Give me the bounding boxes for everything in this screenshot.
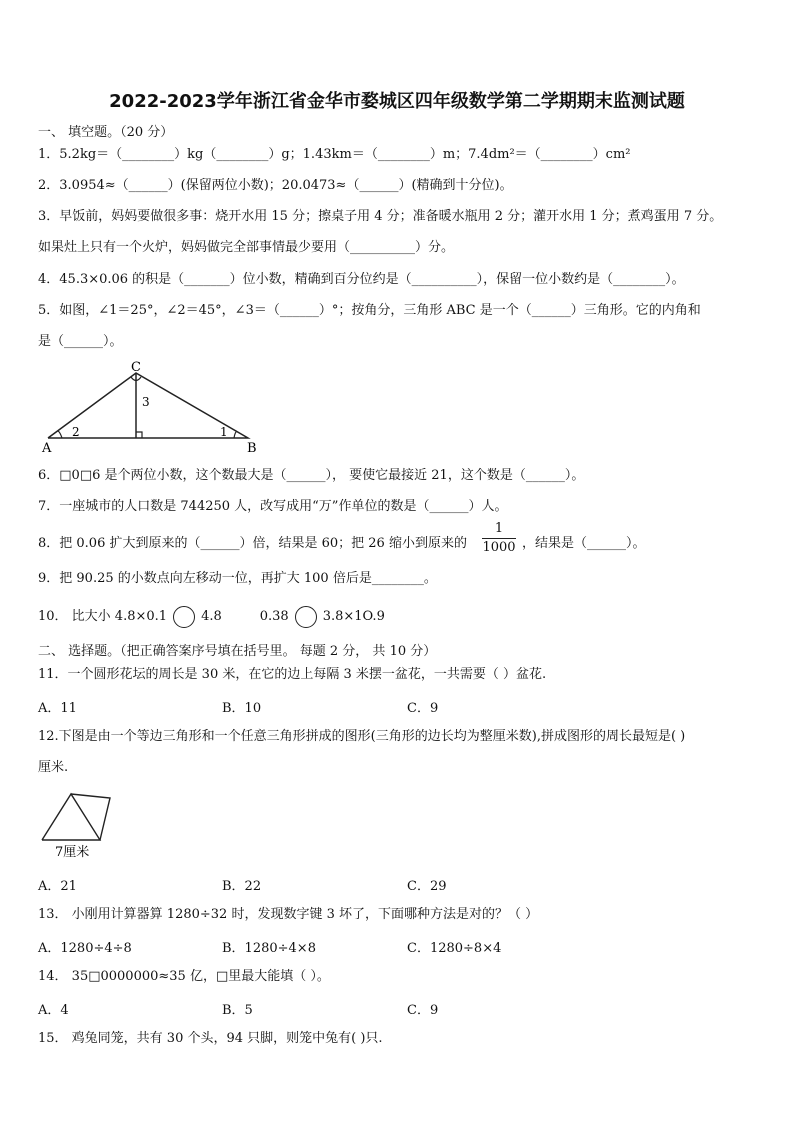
angle-label-1: 1: [220, 425, 228, 439]
fraction-numerator: 1: [494, 521, 504, 536]
q14-option-c: C．9: [407, 1003, 439, 1018]
q13-option-c: C．1280÷8×4: [407, 941, 502, 956]
question-13: 13． 小刚用计算器算 1280÷32 时，发现数字键 3 坏了，下面哪种方法是对的？（ ）: [38, 907, 539, 922]
question-10: [38, 605, 385, 629]
q11-option-c: C．9: [407, 701, 439, 716]
question-9: 9．把 90.25 的小数点向左移动一位，再扩大 100 倍后是________。: [38, 571, 437, 586]
compare-value-3: 3.8×1O.9: [322, 609, 385, 624]
section-fill-in-title: 一、 填空题。（20 分）: [38, 125, 174, 140]
fraction-denominator: 1000: [482, 540, 516, 555]
compare-circle-2[interactable]: [295, 606, 317, 628]
triangle-abc-figure: [38, 360, 278, 455]
question-11: 11．一个圆形花坛的周长是 30 米，在它的边上每隔 3 米摆一盆花，一共需要（ ）盆花.: [38, 667, 547, 682]
q12-option-a: A．21: [38, 879, 77, 894]
question-7: 7．一座城市的人口数是 744250 人，改写成用“万”作单位的数是（______）人。: [38, 499, 508, 514]
question-5-line-2: 是（______）。: [38, 334, 123, 349]
question-6: 6．□0□6 是个两位小数，这个数最大是（______）， 要使它最接近 21，这个数是（______）。: [38, 468, 585, 483]
fraction-one-thousandth: [482, 521, 516, 556]
question-15: 15． 鸡兔同笼，共有 30 个头，94 只脚，则笼中兔有( )只.: [38, 1031, 383, 1046]
angle-label-3: 3: [142, 395, 150, 409]
side-length-label: 7厘米: [55, 845, 90, 860]
vertex-label-a: A: [42, 441, 52, 455]
question-3-line-2: 如果灶上只有一个火炉，妈妈做完全部事情最少要用（__________）分。: [38, 240, 455, 255]
question-12-line-1: 12.下图是由一个等边三角形和一个任意三角形拼成的图形(三角形的边长均为整厘米数),拼成图形的周长最短是( ): [38, 729, 686, 744]
vertex-label-c: C: [131, 360, 141, 375]
q12-option-b: B．22: [222, 879, 262, 894]
q11-option-b: B．10: [222, 701, 262, 716]
q11-option-a: A．11: [38, 701, 77, 716]
question-1: 1．5.2kg＝（________）kg（________）g；1.43km＝（________）m；7.4dm²＝（________）cm²: [38, 147, 631, 162]
compare-value-2: 0.38: [259, 609, 289, 624]
question-10-label: 10． 比大小 4.8×0.1: [38, 609, 168, 624]
question-8-part-1: 8．把 0.06 扩大到原来的（______）倍，结果是 60；把 26 缩小到原来的: [38, 536, 467, 551]
question-8-part-2: ，结果是（______）。: [522, 536, 646, 551]
q13-option-b: B．1280÷4×8: [222, 941, 316, 956]
question-3-line-1: 3．早饭前，妈妈要做很多事：烧开水用 15 分；擦桌子用 4 分；准备暖水瓶用 2 分；灌开水用 1 分；煮鸡蛋用 7 分。: [38, 209, 723, 224]
angle-label-2: 2: [72, 425, 80, 439]
section-choice-title: 二、 选择题。（把正确答案序号填在括号里。 每题 2 分， 共 10 分）: [38, 644, 437, 659]
compare-value-1: 4.8: [201, 609, 222, 624]
q13-option-a: A．1280÷4÷8: [38, 941, 132, 956]
q12-option-c: C．29: [407, 879, 447, 894]
question-2: 2．3.0954≈（______）(保留两位小数)；20.0473≈（______）(精确到十分位)。: [38, 178, 513, 193]
question-12-line-2: 厘米.: [38, 760, 69, 775]
q14-option-b: B．5: [222, 1003, 253, 1018]
vertex-label-b: B: [247, 441, 257, 455]
compare-circle-1[interactable]: [173, 606, 195, 628]
question-4: 4．45.3×0.06 的积是（_______）位小数，精确到百分位约是（__________），保留一位小数约是（________）。: [38, 272, 685, 287]
question-14: 14． 35□0000000≈35 亿，□里最大能填（ ）。: [38, 969, 330, 984]
page-title: 2022-2023学年浙江省金华市婺城区四年级数学第二学期期末监测试题: [109, 91, 685, 112]
q14-option-a: A．4: [38, 1003, 69, 1018]
question-5-line-1: 5．如图，∠1＝25°，∠2＝45°，∠3＝（______）°；按角分，三角形 ABC 是一个（______）三角形。它的内角和: [38, 303, 701, 318]
two-triangles-figure: [38, 788, 118, 863]
